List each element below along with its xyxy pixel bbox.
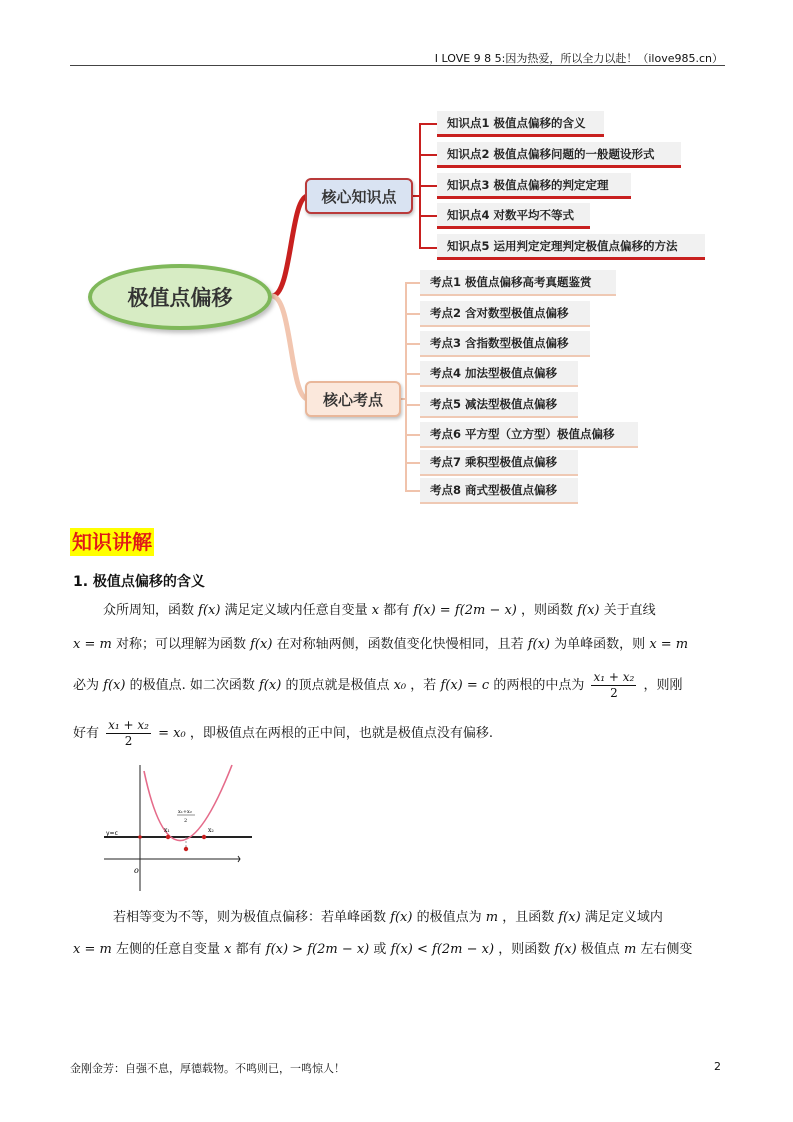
math-fx: f(x) — [390, 910, 413, 925]
math-fx: f(x) — [527, 637, 551, 652]
math-fx: f(x) — [577, 603, 600, 618]
text: 若相等变为不等，则为极值点偏移：若单峰函数 — [113, 910, 387, 925]
mindmap-branch-core-exam-points: 核心考点 — [305, 381, 401, 417]
text: ，若 — [410, 678, 437, 693]
exam-point-1: 考点1 极值点偏移高考真题鉴赏 — [420, 270, 616, 296]
math-eq: x = m — [649, 637, 689, 652]
math-fx: f(x) — [554, 942, 577, 957]
para1-line3 — [73, 670, 725, 701]
text: 的两根的中点为 — [493, 678, 585, 693]
math-eq: = x₀ — [158, 726, 186, 741]
math-fx: f(x) — [198, 603, 221, 618]
math-eq: f(x) = f(2m − x) — [413, 603, 517, 618]
exam-point-4: 考点4 加法型极值点偏移 — [420, 361, 578, 387]
text: 的极值点. 如二次函数 — [129, 678, 255, 693]
math-x0: x₀ — [393, 678, 407, 693]
math-x: x — [371, 603, 380, 618]
knowledge-point-4: 知识点4 对数平均不等式 — [437, 203, 590, 229]
text: 为单峰函数，则 — [554, 637, 646, 652]
mindmap-connectors — [0, 0, 793, 520]
text: ，则函数 — [521, 603, 574, 618]
exam-point-5: 考点5 减法型极值点偏移 — [420, 392, 578, 418]
knowledge-point-5: 知识点5 运用判定定理判定极值点偏移的方法 — [437, 234, 705, 260]
fraction-denominator: 2 — [610, 686, 618, 700]
text: 满足定义域内 — [584, 910, 663, 925]
mindmap-root: 极值点偏移 — [88, 264, 272, 330]
math-fraction — [106, 718, 151, 749]
text: 必为 — [73, 678, 100, 693]
math-eq: f(x) = c — [440, 678, 490, 693]
origin-label: o — [134, 866, 139, 875]
page-header: I LOVE 9 8 5:因为热爱，所以全力以赴！（ilove985.cn） — [434, 52, 723, 65]
math-fx: f(x) — [103, 678, 126, 693]
text: 对称；可以理解为函数 — [115, 637, 246, 652]
parabola-graph — [100, 763, 260, 893]
para1-line4 — [73, 718, 725, 749]
section-tag: 知识讲解 — [72, 530, 152, 554]
exam-point-2: 考点2 含对数型极值点偏移 — [420, 301, 590, 327]
text: 或 — [373, 942, 387, 957]
math-x: x — [224, 942, 232, 957]
footer-motto: 金刚金芳：自强不息，厚德载物。不鸣则已，一鸣惊人！ — [70, 1062, 345, 1075]
text: ，即极值点在两根的正中间，也就是极值点没有偏移. — [189, 726, 493, 741]
math-m: m — [485, 910, 499, 925]
midpoint-numerator: x₁+x₂ — [178, 809, 192, 815]
x1-label: x₁ — [164, 827, 170, 834]
text: 的极值点为 — [416, 910, 482, 925]
text: 极值点 — [580, 942, 620, 957]
section-heading: 1. 极值点偏移的含义 — [73, 574, 205, 590]
text: 好有 — [73, 726, 100, 741]
math-m: m — [623, 942, 637, 957]
midpoint-denominator: 2 — [184, 818, 188, 824]
fraction-denominator: 2 — [124, 734, 133, 748]
exam-point-6: 考点6 平方型（立方型）极值点偏移 — [420, 422, 638, 448]
knowledge-point-3: 知识点3 极值点偏移的判定定理 — [437, 173, 631, 199]
exam-point-3: 考点3 含指数型极值点偏移 — [420, 331, 590, 357]
math-eq: x = m — [73, 637, 112, 652]
text: 关于直线 — [603, 603, 656, 618]
math-ineq: f(x) > f(2m − x) — [265, 942, 370, 957]
text: 在对称轴两侧，函数值变化快慢相同，且若 — [276, 637, 524, 652]
math-fx: f(x) — [259, 678, 282, 693]
para2-line1 — [73, 910, 725, 926]
knowledge-point-2: 知识点2 极值点偏移问题的一般题设形式 — [437, 142, 681, 168]
text: 都有 — [383, 603, 410, 618]
exam-point-8: 考点8 商式型极值点偏移 — [420, 478, 578, 504]
math-ineq: f(x) < f(2m − x) — [390, 942, 495, 957]
para1-line1 — [73, 603, 725, 619]
text: 满足定义域内任意自变量 — [224, 603, 368, 618]
text: 众所周知，函数 — [103, 603, 195, 618]
math-eq: x = m — [73, 942, 112, 957]
math-fx: f(x) — [558, 910, 581, 925]
text: ，则刚 — [643, 678, 683, 693]
text: 的顶点就是极值点 — [285, 678, 390, 693]
text: 都有 — [235, 942, 262, 957]
math-fraction — [591, 670, 636, 701]
text: ，且函数 — [502, 910, 555, 925]
text: 左侧的任意自变量 — [115, 942, 220, 957]
mindmap-branch-core-knowledge: 核心知识点 — [305, 178, 413, 214]
y-equals-c-label: y=c — [106, 830, 118, 837]
text: ，则函数 — [498, 942, 551, 957]
page-number: 2 — [714, 1060, 721, 1073]
fraction-numerator: x₁ + x₂ — [593, 670, 635, 684]
exam-point-7: 考点7 乘积型极值点偏移 — [420, 450, 578, 476]
text: 左右侧变 — [640, 942, 693, 957]
math-fx: f(x) — [250, 637, 273, 652]
x2-label: x₂ — [208, 827, 214, 834]
para2-line2 — [73, 942, 725, 958]
fraction-numerator: x₁ + x₂ — [108, 718, 149, 732]
para1-line2 — [73, 637, 725, 653]
knowledge-point-1: 知识点1 极值点偏移的含义 — [437, 111, 604, 137]
